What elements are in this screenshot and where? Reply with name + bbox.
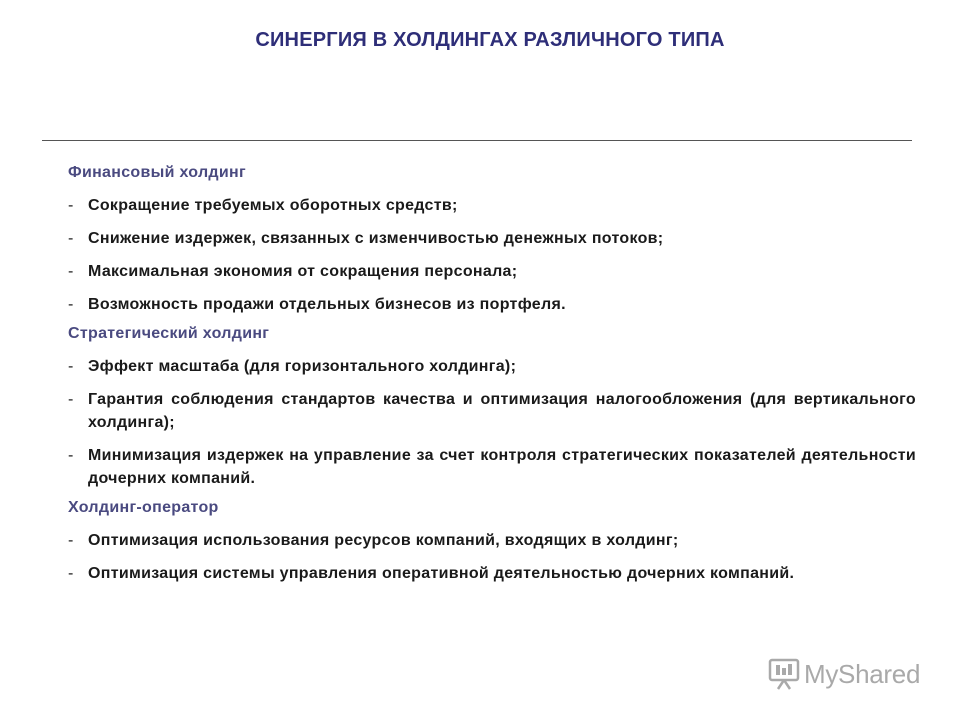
list-item-text: Сокращение требуемых оборотных средств; xyxy=(88,197,458,214)
bullet-dash: - xyxy=(68,532,74,549)
list-item xyxy=(68,562,916,585)
list-item-text: Оптимизация использования ресурсов компаний, входящих в холдинг; xyxy=(88,532,679,549)
list-item xyxy=(68,194,916,217)
bullet-dash: - xyxy=(68,391,74,408)
list-item-text: Максимальная экономия от сокращения персонала; xyxy=(88,263,518,280)
list-item-text: Оптимизация системы управления оперативной деятельностью дочерних компаний. xyxy=(88,565,795,582)
list-item xyxy=(68,355,916,378)
bullet-dash: - xyxy=(68,263,74,280)
bullet-dash: - xyxy=(68,358,74,375)
bullet-dash: - xyxy=(68,565,74,582)
section-heading: Стратегический холдинг xyxy=(68,325,270,342)
section-heading: Финансовый холдинг xyxy=(68,164,246,181)
bullet-dash: - xyxy=(68,197,74,214)
section-strategic-holding xyxy=(68,324,916,490)
section-heading: Холдинг-оператор xyxy=(68,499,219,516)
bullet-dash: - xyxy=(68,296,74,313)
slide-content xyxy=(68,163,916,595)
title-divider xyxy=(42,140,912,141)
list-item-text: Возможность продажи отдельных бизнесов из портфеля. xyxy=(88,296,566,313)
list-item xyxy=(68,444,916,490)
bullet-dash: - xyxy=(68,447,74,464)
page-title: СИНЕРГИЯ В ХОЛДИНГАХ РАЗЛИЧНОГО ТИПА xyxy=(255,29,725,51)
list-item xyxy=(68,227,916,250)
watermark xyxy=(768,654,920,694)
list-item-text: Гарантия соблюдения стандартов качества и оптимизация налогообложения (для вертикального холдинга); xyxy=(88,391,916,431)
list-item xyxy=(68,529,916,552)
bullet-dash: - xyxy=(68,230,74,247)
watermark-text: MyShared xyxy=(804,658,921,689)
list-item xyxy=(68,293,916,316)
list-item-text: Снижение издержек, связанных с изменчивостью денежных потоков; xyxy=(88,230,664,247)
list-item xyxy=(68,260,916,283)
list-item xyxy=(68,388,916,434)
list-item-text: Минимизация издержек на управление за счет контроля стратегических показателей деятельности дочерних компаний. xyxy=(88,447,916,487)
list-item-text: Эффект масштаба (для горизонтального холдинга); xyxy=(88,358,517,375)
section-operator-holding xyxy=(68,498,916,585)
presentation-board-icon xyxy=(768,657,800,691)
section-financial-holding xyxy=(68,163,916,316)
